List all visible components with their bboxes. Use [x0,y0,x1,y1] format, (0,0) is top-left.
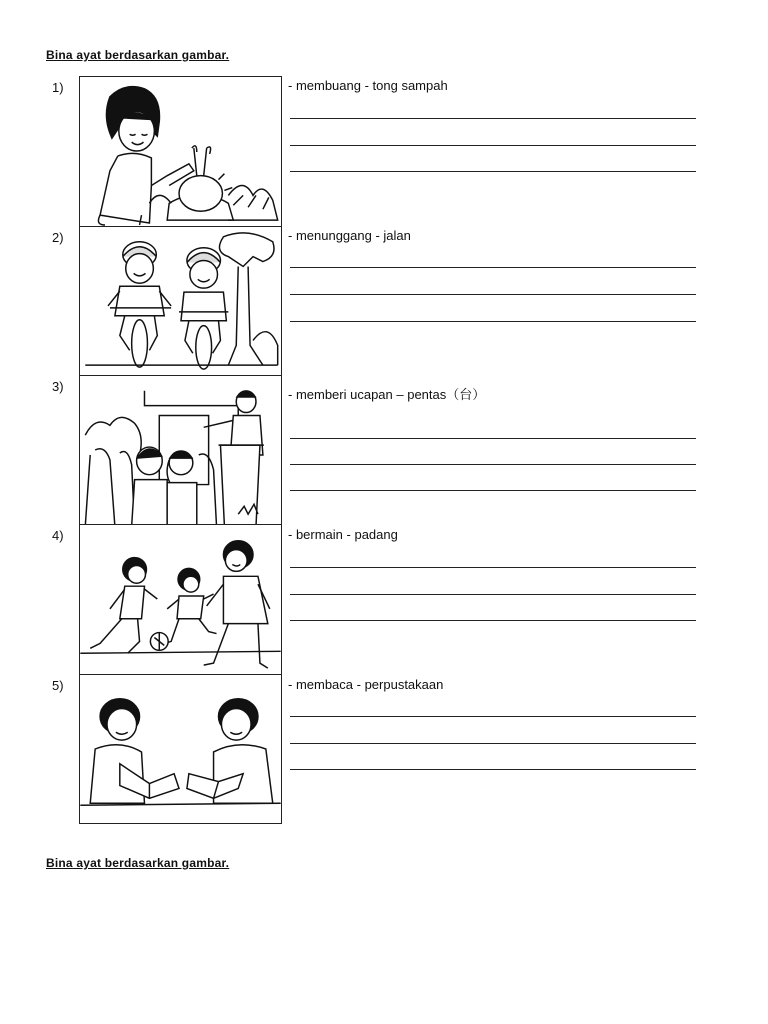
item-prompt-5: - membaca - perpustakaan [288,677,444,692]
answer-line[interactable] [290,490,696,491]
picture-frame-4 [79,524,282,675]
answer-line[interactable] [290,620,696,621]
item-prompt-1: - membuang - tong sampah [288,78,448,93]
answer-line[interactable] [290,118,696,119]
picture-frame-3 [79,375,282,527]
answer-line[interactable] [290,438,696,439]
boys-reading-icon [80,675,281,823]
answer-line[interactable] [290,769,696,770]
picture-frame-2 [79,226,282,376]
item-number-4: 4) [52,528,64,543]
girl-throwing-trash-icon [80,77,281,226]
answer-line[interactable] [290,464,696,465]
item-number-3: 3) [52,379,64,394]
item-prompt-3: - memberi ucapan – pentas（台） [288,387,486,402]
answer-line[interactable] [290,743,696,744]
answer-line[interactable] [290,716,696,717]
item-number-2: 2) [52,230,64,245]
worksheet-heading: Bina ayat berdasarkan gambar. [46,48,230,62]
answer-line[interactable] [290,294,696,295]
item-number-5: 5) [52,678,64,693]
picture-frame-5 [79,674,282,824]
worksheet-heading-bottom: Bina ayat berdasarkan gambar. [46,856,230,870]
item-prompt-4: - bermain - padang [288,527,398,542]
answer-line[interactable] [290,171,696,172]
answer-line[interactable] [290,267,696,268]
item-prompt-2: - menunggang - jalan [288,228,411,243]
item-number-1: 1) [52,80,64,95]
speech-on-stage-icon [80,376,281,526]
boys-playing-football-icon [80,525,281,674]
answer-line[interactable] [290,321,696,322]
answer-line[interactable] [290,567,696,568]
picture-frame-1 [79,76,282,227]
boys-cycling-icon [80,227,281,375]
answer-line[interactable] [290,594,696,595]
answer-line[interactable] [290,145,696,146]
